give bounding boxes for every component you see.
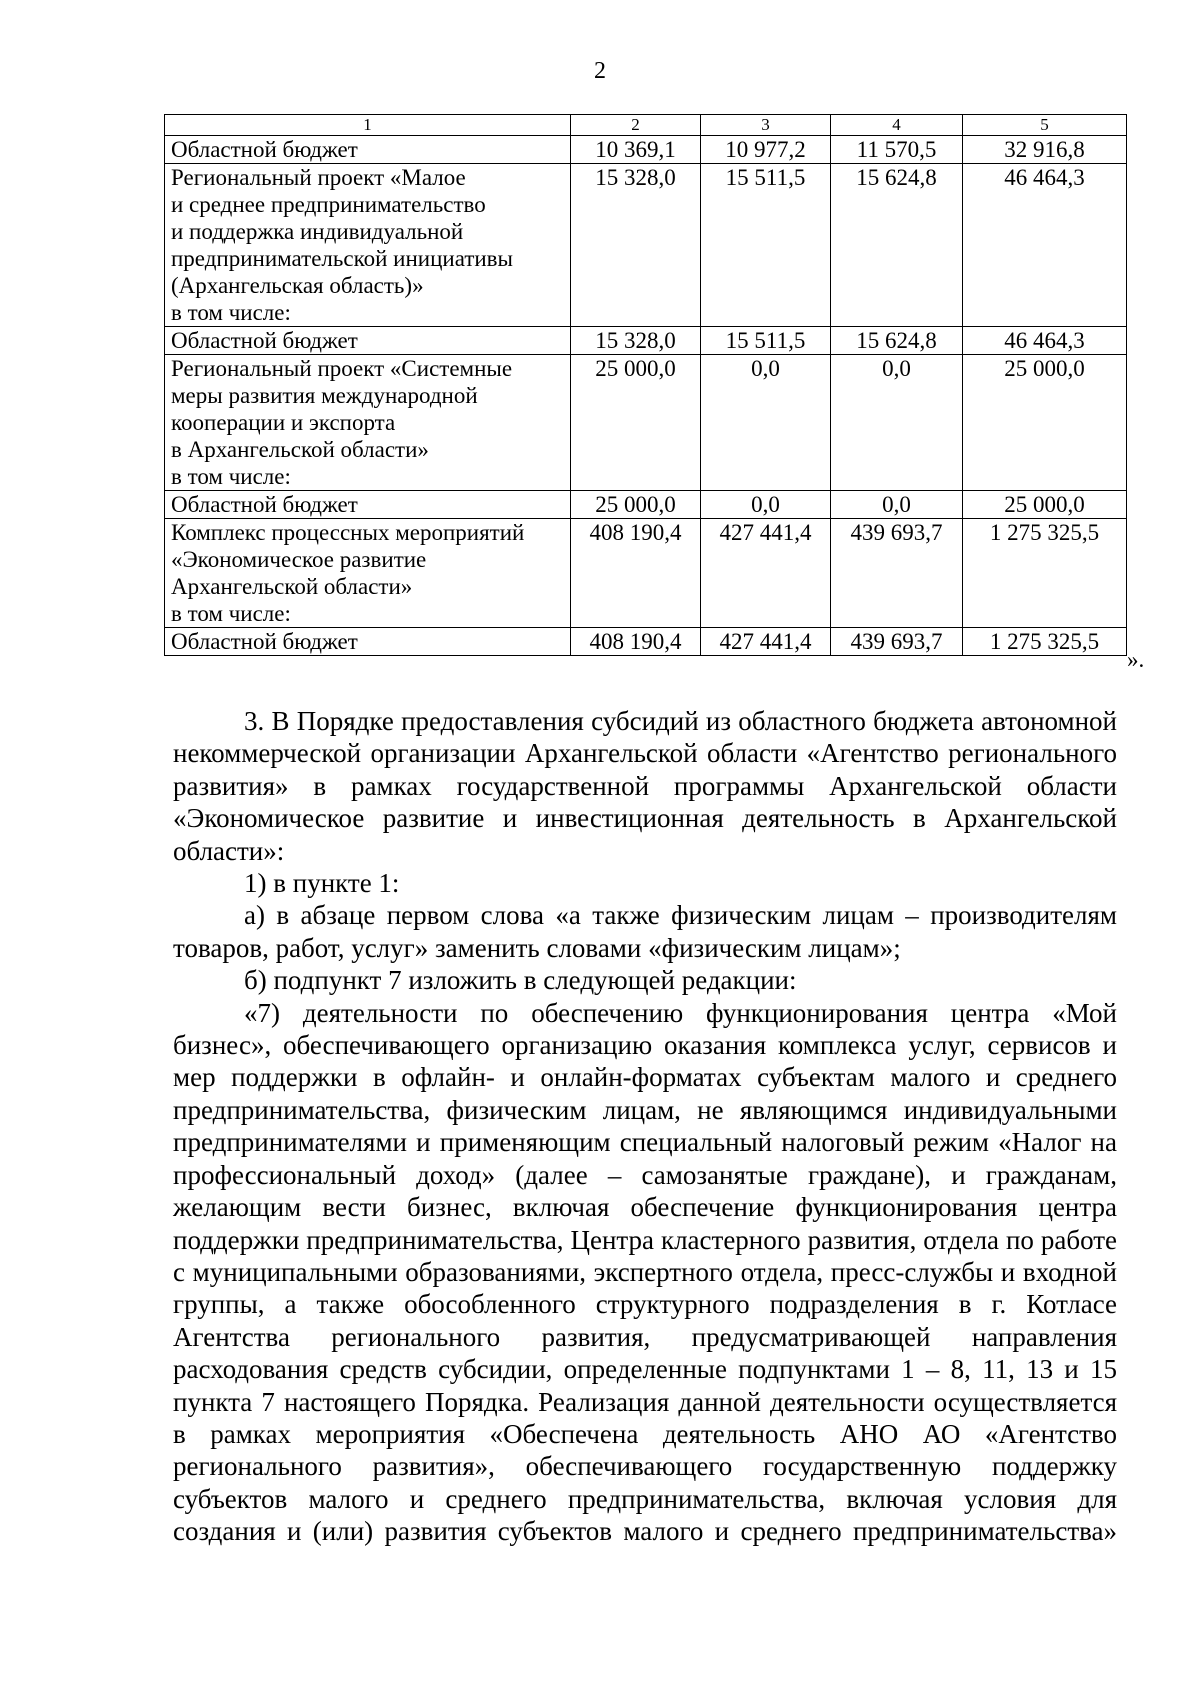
value-cell: 408 190,4 bbox=[571, 519, 701, 628]
column-header: 1 bbox=[165, 115, 571, 136]
value-cell: 15 511,5 bbox=[701, 327, 831, 355]
table-row bbox=[165, 355, 1127, 491]
table-row bbox=[165, 628, 1127, 656]
table-header-row bbox=[165, 115, 1127, 136]
value-cell: 15 624,8 bbox=[831, 164, 963, 327]
value-cell: 10 369,1 bbox=[571, 136, 701, 164]
value-cell: 11 570,5 bbox=[831, 136, 963, 164]
paragraph-subpoint-a: а) в абзаце первом слова «а также физическим лицам – производителям товаров, работ, услуг» заменить словами «физическим лицам»; bbox=[173, 900, 1117, 963]
row-name-cell: Комплекс процессных мероприятий «Экономическое развитие Архангельской области» в том числе: bbox=[165, 519, 571, 628]
value-cell: 0,0 bbox=[701, 491, 831, 519]
document-body bbox=[173, 705, 1117, 1548]
value-cell: 0,0 bbox=[701, 355, 831, 491]
budget-table bbox=[164, 114, 1127, 656]
column-header: 3 bbox=[701, 115, 831, 136]
page-number: 2 bbox=[594, 58, 606, 84]
value-cell: 25 000,0 bbox=[571, 491, 701, 519]
value-cell: 0,0 bbox=[831, 491, 963, 519]
column-header: 5 bbox=[963, 115, 1127, 136]
table-row bbox=[165, 327, 1127, 355]
value-cell: 15 624,8 bbox=[831, 327, 963, 355]
table-body bbox=[165, 136, 1127, 656]
table-row bbox=[165, 519, 1127, 628]
value-cell: 427 441,4 bbox=[701, 519, 831, 628]
table-row bbox=[165, 491, 1127, 519]
value-cell: 427 441,4 bbox=[701, 628, 831, 656]
paragraph-subpoint-b: б) подпункт 7 изложить в следующей редакции: bbox=[244, 965, 797, 996]
closing-quote: ». bbox=[1127, 647, 1145, 672]
row-name-cell: Областной бюджет bbox=[165, 628, 571, 656]
row-name-cell: Региональный проект «Малое и среднее предпринимательство и поддержка индивидуальной предпринимательской инициативы (Архангельская область)» в том числе: bbox=[165, 164, 571, 327]
row-name-cell: Региональный проект «Системные меры развития международной кооперации и экспорта в Архангельской области» в том числе: bbox=[165, 355, 571, 491]
value-cell: 1 275 325,5 bbox=[963, 519, 1127, 628]
column-header: 4 bbox=[831, 115, 963, 136]
row-name-cell: Областной бюджет bbox=[165, 327, 571, 355]
value-cell: 46 464,3 bbox=[963, 327, 1127, 355]
paragraph-point-1: 1) в пункте 1: bbox=[244, 868, 400, 899]
value-cell: 408 190,4 bbox=[571, 628, 701, 656]
table-row bbox=[165, 164, 1127, 327]
paragraph-subpoint-7: «7) деятельности по обеспечению функционирования центра «Мой бизнес», обеспечивающего организацию оказания комплекса услуг, сервисов и мер поддержки в офлайн- и онлайн-форматах субъектам малого и среднего предпринимательства, физическим лицам, не являющимся индивидуальными предпринимателями и применяющим специальный налоговый режим «Налог на профессиональный доход» (далее – самозанятые граждане), и гражданам, желающим вести бизнес, включая обеспечение функционирования центра поддержки предпринимательства, Центра кластерного развития, отдела по работе с муниципальными образованиями, экспертного отдела, пресс-службы и входной группы, а также обособленного структурного подразделения в г. Котласе Агентства регионального развития, предусматривающей направления расходования средств субсидии, определенные подпунктами 1 – 8, 11, 13 и 15 пункта 7 настоящего Порядка. Реализация данной деятельности осуществляется в рамках мероприятия «Обеспечена деятельность АНО АО «Агентство регионального развития», обеспечивающего государственную поддержку субъектов малого и среднего предпринимательства, включая условия для создания и (или) развития субъектов малого и среднего предпринимательства» bbox=[173, 997, 1117, 1547]
value-cell: 46 464,3 bbox=[963, 164, 1127, 327]
value-cell: 25 000,0 bbox=[571, 355, 701, 491]
value-cell: 15 511,5 bbox=[701, 164, 831, 327]
column-header: 2 bbox=[571, 115, 701, 136]
value-cell: 10 977,2 bbox=[701, 136, 831, 164]
value-cell: 15 328,0 bbox=[571, 327, 701, 355]
value-cell: 32 916,8 bbox=[963, 136, 1127, 164]
row-name-cell: Областной бюджет bbox=[165, 491, 571, 519]
value-cell: 439 693,7 bbox=[831, 628, 963, 656]
value-cell: 25 000,0 bbox=[963, 355, 1127, 491]
value-cell: 0,0 bbox=[831, 355, 963, 491]
value-cell: 25 000,0 bbox=[963, 491, 1127, 519]
value-cell: 15 328,0 bbox=[571, 164, 701, 327]
paragraph-section-3: 3. В Порядке предоставления субсидий из областного бюджета автономной некоммерческой организации Архангельской области «Агентство регионального развития» в рамках государственной программы Архангельской области «Экономическое развитие и инвестиционная деятельность в Архангельской области»: bbox=[173, 706, 1117, 866]
row-name-cell: Областной бюджет bbox=[165, 136, 571, 164]
table-row bbox=[165, 136, 1127, 164]
value-cell: 439 693,7 bbox=[831, 519, 963, 628]
value-cell: 1 275 325,5 bbox=[963, 628, 1127, 656]
